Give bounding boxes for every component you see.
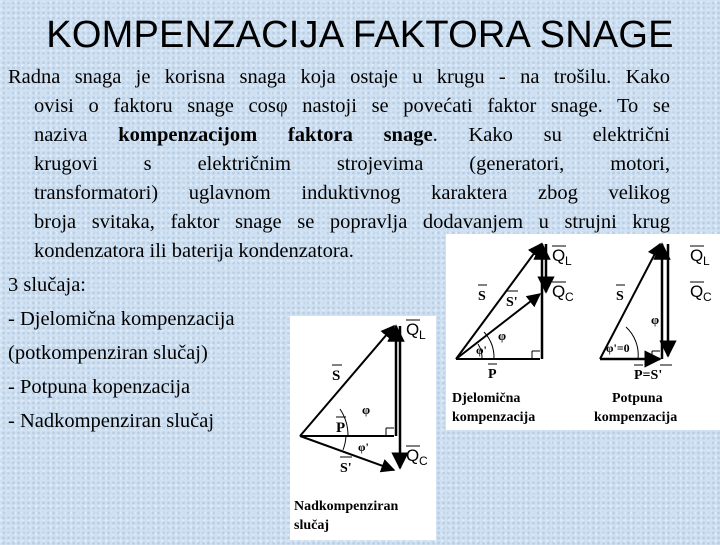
full-compensation-diagram — [594, 244, 712, 425]
over-caption-line2: slučaj — [294, 518, 329, 533]
partial-QC-label — [552, 282, 574, 304]
svg-text:L: L — [565, 254, 572, 268]
over-S-label: S — [332, 368, 341, 384]
partial-QL-label — [552, 246, 572, 268]
paragraph-line-3-rest: . Kako su električni — [432, 124, 670, 146]
svg-text:C: C — [565, 290, 574, 304]
over-QL-label — [406, 320, 426, 342]
cases-list — [8, 268, 235, 438]
over-QC-label — [406, 446, 428, 468]
diagram-panel-over — [290, 316, 436, 540]
full-QC-label — [690, 282, 712, 304]
case-item-full: - Potpuna kopenzacija — [8, 376, 191, 398]
paragraph-line-7: kondenzatora ili baterija kondenzatora. — [34, 240, 354, 262]
paragraph-line-4: krugovi s električnim strojevima (generatori, motori, — [34, 153, 670, 175]
over-compensation-diagram — [294, 320, 428, 533]
case-item-partial-sub: (potkompenziran slučaj) — [8, 342, 208, 364]
svg-text:C: C — [419, 454, 428, 468]
paragraph-line-3-start: naziva — [34, 124, 119, 146]
full-phi-label: φ — [651, 312, 660, 327]
partial-phi-prime-label: φ' — [476, 343, 487, 357]
partial-S-prime-label: S' — [506, 295, 518, 310]
full-S-label: S — [616, 289, 624, 304]
partial-S-label: S — [478, 289, 486, 304]
cases-heading: 3 slučaja: — [8, 274, 86, 296]
svg-text:Q: Q — [690, 246, 704, 265]
diagram-panel-partial-full — [446, 234, 720, 430]
svg-text:Q: Q — [552, 282, 566, 301]
over-phi-prime-arc — [343, 436, 346, 450]
svg-text:Q: Q — [406, 320, 420, 339]
svg-text:Q: Q — [690, 282, 704, 301]
paragraph-line-1: Radna snaga je korisna snaga koja ostaje u krugu - na trošilu. Kako — [8, 66, 670, 88]
svg-text:Q: Q — [552, 246, 566, 265]
over-S-prime-label: S' — [340, 461, 352, 476]
over-P-label: P — [336, 420, 346, 436]
svg-text:L: L — [703, 254, 710, 268]
full-phi-zero-label: φ'=0 — [606, 341, 630, 355]
full-QL-label — [690, 246, 710, 268]
paragraph-line-3 — [8, 121, 670, 150]
partial-P-label: P — [488, 367, 497, 382]
paragraph-line-6: broja svitaka, faktor snage se popravlja dodavanjem u strujni krug — [34, 211, 670, 233]
over-phi-prime-label: φ' — [358, 440, 369, 454]
svg-text:C: C — [703, 290, 712, 304]
paragraph-line-2: ovisi o faktoru snage cosφ nastoji se povećati faktor snage. To se — [34, 95, 670, 117]
svg-text:L: L — [419, 328, 426, 342]
partial-compensation-diagram — [452, 244, 574, 425]
full-caption-line2: kompenzacija — [594, 410, 678, 425]
over-caption-line1: Nadkompenziran — [294, 499, 399, 514]
bold-term: kompenzacijom faktora snage — [118, 124, 433, 146]
partial-caption-line2: kompenzacija — [452, 410, 536, 425]
case-item-over: - Nadkompenziran slučaj — [8, 410, 215, 432]
paragraph-line-5: transformatori) uglavnom induktivnog karaktera zbog velikog — [34, 182, 670, 204]
full-P-equals-S-prime-label: P=S' — [634, 368, 663, 383]
full-caption-line1: Potpuna — [612, 391, 663, 406]
phasor-diagrams-partial-full — [446, 234, 720, 430]
svg-text:Q: Q — [406, 446, 420, 465]
partial-phi-label: φ — [498, 328, 507, 343]
over-phi-label: φ — [362, 402, 371, 417]
phasor-diagram-over — [290, 316, 436, 540]
case-item-partial: - Djelomična kompenzacija — [8, 308, 235, 330]
partial-caption-line1: Djelomična — [452, 391, 521, 406]
slide-title: KOMPENZACIJA FAKTORA SNAGE — [46, 14, 674, 56]
over-S-vector — [300, 326, 394, 436]
